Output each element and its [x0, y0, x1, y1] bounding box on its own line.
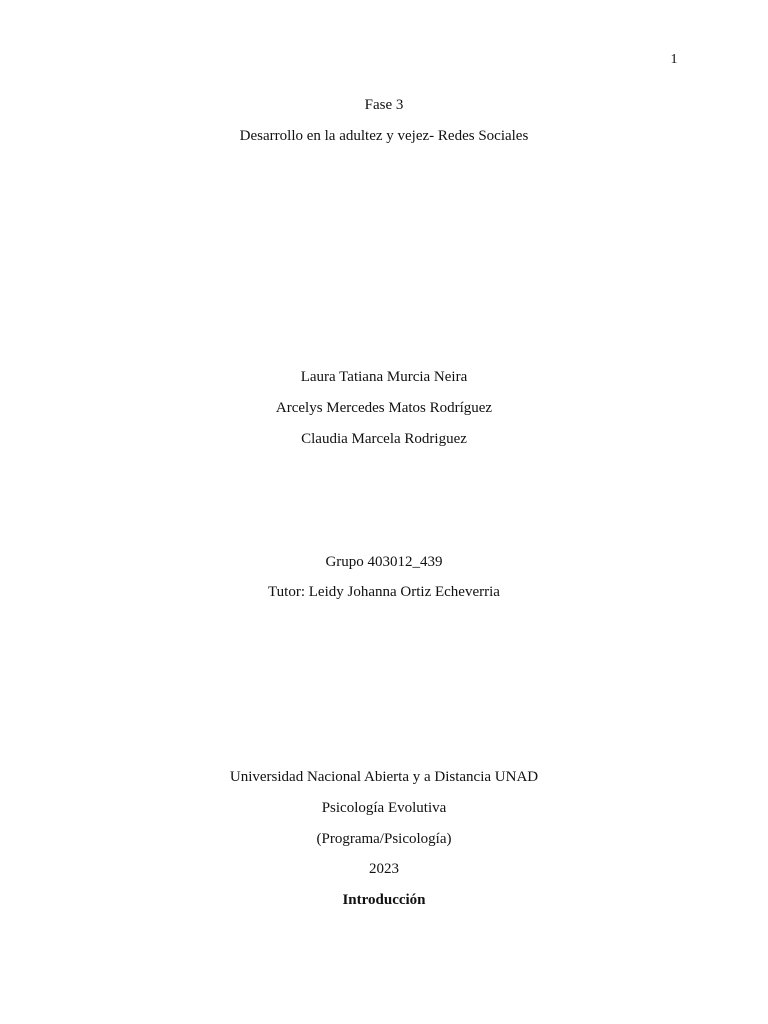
year-label: 2023: [369, 861, 399, 877]
document-subtitle: Desarrollo en la adultez y vejez- Redes Sociales: [239, 128, 529, 144]
subject-name: Psicología Evolutiva: [321, 800, 447, 816]
tutor-label: Tutor: Leidy Johanna Ortiz Echeverria: [268, 584, 500, 600]
university-name: Universidad Nacional Abierta y a Distancia UNAD: [229, 769, 539, 785]
group-label: Grupo 403012_439: [325, 554, 443, 570]
program-name: (Programa/Psicología): [316, 831, 452, 847]
page-number: 1: [670, 52, 678, 67]
phase-title: Fase 3: [364, 97, 404, 113]
author-name: Laura Tatiana Murcia Neira: [300, 369, 468, 385]
section-heading: Introducción: [342, 892, 426, 908]
author-name: Arcelys Mercedes Matos Rodríguez: [275, 400, 493, 416]
author-name: Claudia Marcela Rodriguez: [301, 431, 467, 447]
